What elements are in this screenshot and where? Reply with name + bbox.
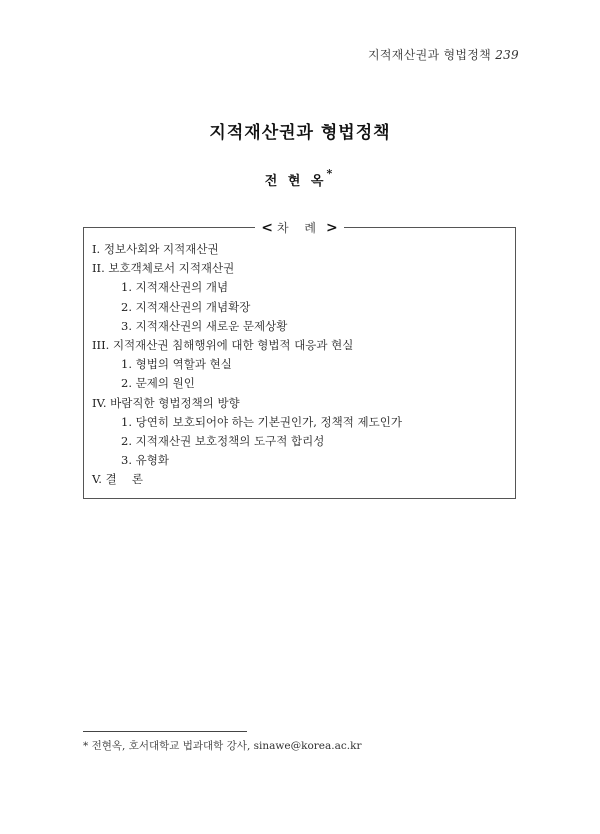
toc-subsection-item: 3. 유형화 xyxy=(121,453,169,468)
toc-subsection-item: 2. 문제의 원인 xyxy=(121,376,195,391)
toc-subsection-item: 2. 지적재산권 보호정책의 도구적 합리성 xyxy=(121,433,325,448)
running-header-title: 지적재산권과 형법정책 xyxy=(368,48,492,62)
toc-subsection-item: 2. 지적재산권의 개념확장 xyxy=(121,299,251,314)
footnote: * 전현옥, 호서대학교 법과대학 강사, sinawe@korea.ac.kr xyxy=(83,740,362,752)
right-angle-bracket-icon: > xyxy=(326,220,338,236)
toc-subsection-item: 1. 당연히 보호되어야 하는 기본권인가, 정책적 제도인가 xyxy=(121,414,402,429)
author-name: 전 현 옥 xyxy=(264,174,327,189)
running-header xyxy=(368,46,519,63)
author-line xyxy=(0,167,600,189)
toc-section-item: V. 결 론 xyxy=(92,472,143,487)
footnote-divider xyxy=(83,731,247,732)
table-of-contents xyxy=(83,220,516,499)
toc-caption xyxy=(84,218,515,237)
toc-subsection-item: 3. 지적재산권의 새로운 문제상황 xyxy=(121,318,288,333)
paper-title: 지적재산권과 형법정책 xyxy=(209,123,391,143)
page-number: 239 xyxy=(495,48,519,62)
toc-subsection-item: 1. 형법의 역할과 현실 xyxy=(121,357,232,372)
toc-section-item: II. 보호객체로서 지적재산권 xyxy=(92,261,235,276)
toc-section-item: IV. 바람직한 형법정책의 방향 xyxy=(92,395,240,410)
toc-section-item: I. 정보사회와 지적재산권 xyxy=(92,242,219,256)
toc-list xyxy=(92,240,402,489)
left-angle-bracket-icon: < xyxy=(261,220,273,236)
toc-caption-text: 차 례 xyxy=(277,221,322,235)
toc-subsection-item: 1. 지적재산권의 개념 xyxy=(121,280,229,295)
toc-section-item: III. 지적재산권 침해행위에 대한 형법적 대응과 현실 xyxy=(92,337,354,352)
author-footnote-mark: * xyxy=(326,167,336,180)
